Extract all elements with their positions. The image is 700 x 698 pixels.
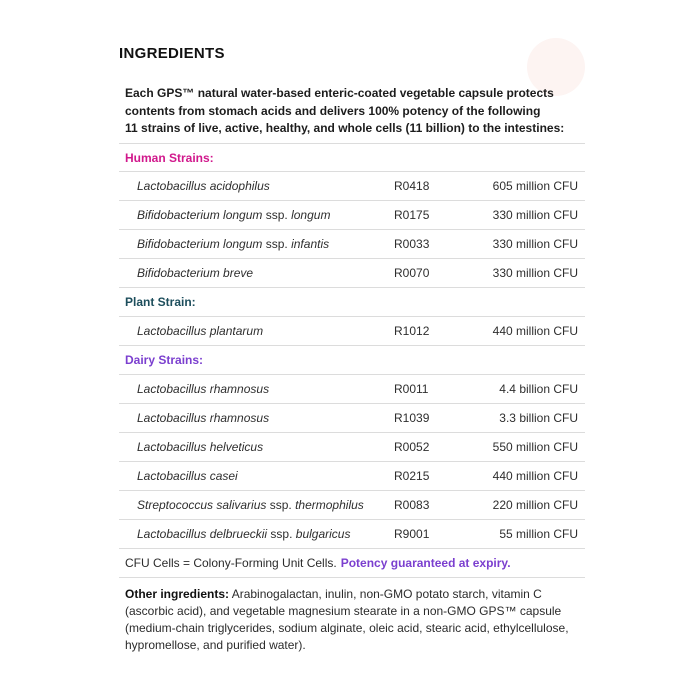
strain-code: R0033 — [394, 237, 430, 251]
strain-row — [119, 230, 585, 259]
strain-code: R9001 — [394, 527, 430, 541]
strain-species: Streptococcus salivarius — [137, 498, 267, 512]
section-human-strains: Human Strains: — [119, 143, 585, 172]
section-dairy-strains: Dairy Strains: — [119, 346, 585, 375]
strain-species: Lactobacillus plantarum — [137, 324, 264, 338]
section-plant-strain: Plant Strain: — [119, 288, 585, 317]
strain-cfu: 220 million CFU — [492, 498, 578, 512]
strain-row — [119, 520, 585, 549]
strain-cfu: 550 million CFU — [492, 440, 578, 454]
strain-row — [119, 375, 585, 404]
strain-species: Lactobacillus casei — [137, 469, 238, 483]
strain-code: R0052 — [394, 440, 430, 454]
strain-code: R0011 — [394, 382, 429, 396]
strain-species: Bifidobacterium longum — [137, 208, 263, 222]
strain-code: R1039 — [394, 411, 430, 425]
strain-species: Lactobacillus delbrueckii — [137, 527, 268, 541]
strain-name — [137, 324, 263, 338]
strain-row — [119, 259, 585, 288]
strain-row — [119, 172, 585, 201]
strain-name — [137, 266, 253, 280]
strain-name — [137, 469, 238, 483]
strain-name — [137, 498, 364, 512]
strain-code: R0175 — [394, 208, 430, 222]
strain-code: R0083 — [394, 498, 430, 512]
strain-species: Lactobacillus helveticus — [137, 440, 264, 454]
strain-name — [137, 179, 270, 193]
strain-species: Lactobacillus rhamnosus — [137, 411, 270, 425]
strain-name — [137, 237, 329, 251]
intro-line: Each GPS™ natural water-based enteric-coated vegetable capsule protects — [125, 86, 554, 100]
other-ingredients — [119, 578, 585, 654]
strain-cfu: 440 million CFU — [492, 469, 578, 483]
strain-cfu: 4.4 billion CFU — [499, 382, 578, 396]
strain-row — [119, 491, 585, 520]
strain-name — [137, 411, 269, 425]
strain-table — [119, 143, 585, 549]
strain-cfu: 330 million CFU — [492, 208, 578, 222]
other-ingredients-text: Arabinogalactan, inulin, non-GMO potato starch, vitamin C (ascorbic acid), and vegetable magnesium stearate in a non-GMO GPS™ capsule (medium-chain triglycerides, sodium alginate, oleic acid, stearic acid, ethylcellulose, hypromellose, and purified water). — [125, 587, 569, 652]
strain-subspecies: ssp. thermophilus — [266, 498, 364, 512]
strain-cfu: 55 million CFU — [499, 527, 578, 541]
strain-name — [137, 382, 269, 396]
strain-row — [119, 317, 585, 346]
cfu-note — [119, 549, 585, 578]
strain-row — [119, 404, 585, 433]
strain-row — [119, 433, 585, 462]
strain-name — [137, 440, 263, 454]
strain-code: R1012 — [394, 324, 430, 338]
cfu-note-text: CFU Cells = Colony-Forming Unit Cells. — [125, 556, 337, 570]
strain-subspecies: ssp. longum — [262, 208, 331, 222]
other-ingredients-label: Other ingredients: — [125, 587, 230, 601]
strain-row — [119, 462, 585, 491]
strain-name — [137, 208, 330, 222]
strain-name — [137, 527, 350, 541]
strain-subspecies: ssp. infantis — [262, 237, 330, 251]
intro-paragraph — [119, 85, 585, 143]
strain-species: Lactobacillus acidophilus — [137, 179, 270, 193]
strain-species: Bifidobacterium breve — [137, 266, 254, 280]
strain-subspecies: ssp. bulgaricus — [267, 527, 351, 541]
intro-line: contents from stomach acids and delivers 100% potency of the following — [125, 103, 541, 118]
potency-guarantee: Potency guaranteed at expiry. — [340, 556, 511, 570]
page-title: INGREDIENTS — [119, 45, 225, 62]
strain-species: Bifidobacterium longum — [137, 237, 263, 251]
strain-code: R0215 — [394, 469, 430, 483]
strain-cfu: 330 million CFU — [492, 237, 578, 251]
ingredients-panel — [119, 44, 585, 654]
strain-code: R0070 — [394, 266, 430, 280]
strain-cfu: 330 million CFU — [492, 266, 578, 280]
strain-code: R0418 — [394, 179, 430, 193]
intro-line: 11 strains of live, active, healthy, and whole cells (11 billion) to the intestines: — [125, 121, 565, 135]
strain-species: Lactobacillus rhamnosus — [137, 382, 270, 396]
strain-cfu: 3.3 billion CFU — [499, 411, 578, 425]
strain-cfu: 440 million CFU — [492, 324, 578, 338]
strain-cfu: 605 million CFU — [492, 179, 578, 193]
strain-row — [119, 201, 585, 230]
